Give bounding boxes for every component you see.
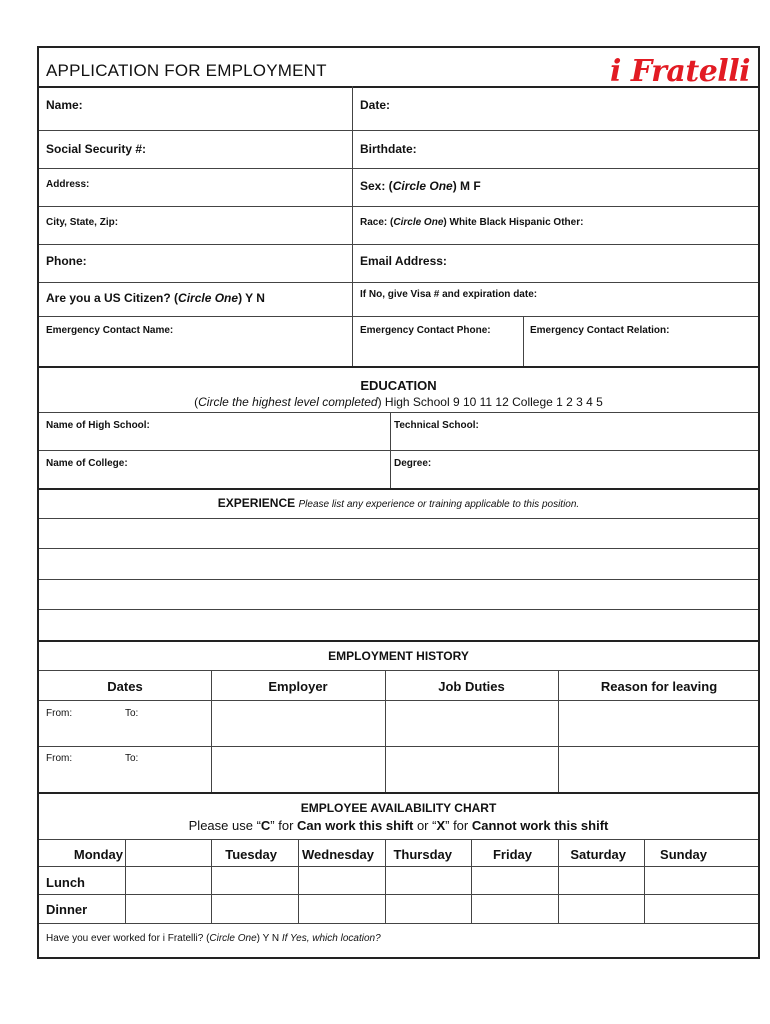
instr-text: or “ xyxy=(413,818,437,833)
application-form xyxy=(37,46,760,959)
shift-lunch: Lunch xyxy=(46,875,85,890)
lunch-monday-cell[interactable] xyxy=(127,868,209,892)
col-job-duties: Job Duties xyxy=(438,679,505,694)
instr-c: C xyxy=(260,818,271,833)
race-options: ) White Black Hispanic Other: xyxy=(443,217,584,228)
dinner-sunday-cell[interactable] xyxy=(646,896,758,921)
day-sunday: Sunday xyxy=(660,847,707,862)
emergency-phone-field[interactable] xyxy=(360,340,515,362)
worked-before-question[interactable] xyxy=(46,934,381,944)
address-label: Address: xyxy=(46,179,90,190)
phone-field[interactable] xyxy=(99,250,339,272)
job-duties-field-2[interactable] xyxy=(387,748,556,790)
education-levels[interactable]: ) High School 9 10 11 12 College 1 2 3 4 5 xyxy=(377,395,603,409)
emergency-name-label: Emergency Contact Name: xyxy=(46,325,174,336)
experience-line-3[interactable] xyxy=(43,581,755,607)
email-label: Email Address: xyxy=(360,254,447,268)
lunch-tuesday-cell[interactable] xyxy=(213,868,296,892)
date-field[interactable] xyxy=(409,94,739,116)
date-label: Date: xyxy=(360,98,391,112)
birthdate-label: Birthdate: xyxy=(360,142,417,156)
city-state-zip-label: City, State, Zip: xyxy=(46,217,119,228)
employer-field-1[interactable] xyxy=(213,702,383,744)
yn-options: ) Y N xyxy=(256,933,282,944)
race-field[interactable] xyxy=(360,218,583,228)
col-reason-leaving: Reason for leaving xyxy=(600,679,718,694)
sex-label: Sex: ( xyxy=(360,179,393,193)
name-label: Name: xyxy=(46,98,83,112)
emergency-name-field[interactable] xyxy=(46,340,341,362)
birthdate-field[interactable] xyxy=(439,138,739,160)
education-instruction xyxy=(39,396,758,408)
dinner-wednesday-cell[interactable] xyxy=(300,896,383,921)
from-label: From: xyxy=(46,753,73,764)
sex-field[interactable] xyxy=(360,180,481,192)
to-label: To: xyxy=(125,753,139,764)
col-employer: Employer xyxy=(268,679,328,694)
dinner-monday-cell[interactable] xyxy=(127,896,209,921)
experience-heading: EXPERIENCE xyxy=(217,496,296,510)
citizen-options: ) Y N xyxy=(238,291,265,305)
emergency-relation-label: Emergency Contact Relation: xyxy=(530,325,670,336)
college-field[interactable] xyxy=(134,454,379,476)
experience-line-1[interactable] xyxy=(43,520,755,546)
experience-header xyxy=(39,497,758,510)
citizen-label: Are you a US Citizen? ( xyxy=(46,291,179,305)
col-dates: Dates xyxy=(107,679,143,694)
circle-one-hint: Circle One xyxy=(393,217,444,228)
ssn-label: Social Security #: xyxy=(46,142,147,156)
instr-text: Please use “ xyxy=(188,818,261,833)
high-school-field[interactable] xyxy=(149,416,379,438)
question-text: Have you ever worked for i Fratelli? ( xyxy=(46,933,210,944)
lunch-saturday-cell[interactable] xyxy=(560,868,642,892)
instr-text: ” for xyxy=(445,818,472,833)
availability-instruction xyxy=(39,819,758,832)
day-tuesday: Tuesday xyxy=(225,847,277,862)
location-field[interactable] xyxy=(459,928,754,950)
employer-field-2[interactable] xyxy=(213,748,383,790)
day-saturday: Saturday xyxy=(570,847,626,862)
education-hint: Circle the highest level completed xyxy=(198,395,378,409)
address-field[interactable] xyxy=(99,174,339,196)
citizen-field[interactable] xyxy=(46,292,265,304)
employment-history-heading: EMPLOYMENT HISTORY xyxy=(328,649,469,663)
phone-label: Phone: xyxy=(46,254,87,268)
if-yes-location: If Yes, which location? xyxy=(281,933,381,944)
shift-dinner: Dinner xyxy=(46,902,88,917)
reason-field-1[interactable] xyxy=(560,702,758,744)
college-label: Name of College: xyxy=(46,458,128,469)
high-school-label: Name of High School: xyxy=(46,420,150,431)
circle-one-hint: Circle One xyxy=(209,933,257,944)
instr-text: ” for xyxy=(270,818,298,833)
instr-x: X xyxy=(436,818,446,833)
degree-field[interactable] xyxy=(439,454,749,476)
dinner-saturday-cell[interactable] xyxy=(560,896,642,921)
experience-line-4[interactable] xyxy=(43,611,755,637)
sex-options: ) M F xyxy=(452,179,481,193)
emergency-relation-field[interactable] xyxy=(530,340,750,362)
lunch-friday-cell[interactable] xyxy=(473,868,556,892)
name-field[interactable] xyxy=(109,94,339,116)
day-monday: Monday xyxy=(73,847,123,862)
instr-can: Can work this shift xyxy=(297,818,414,833)
to-label: To: xyxy=(125,708,139,719)
day-thursday: Thursday xyxy=(393,847,452,862)
technical-school-label: Technical School: xyxy=(394,420,479,431)
dinner-friday-cell[interactable] xyxy=(473,896,556,921)
ssn-field[interactable] xyxy=(159,138,339,160)
dinner-tuesday-cell[interactable] xyxy=(213,896,296,921)
reason-field-2[interactable] xyxy=(560,748,758,790)
circle-one-hint: Circle One xyxy=(392,179,453,193)
email-field[interactable] xyxy=(459,250,739,272)
circle-one-hint: Circle One xyxy=(178,291,239,305)
from-label: From: xyxy=(46,708,73,719)
paren-open: ( xyxy=(194,395,199,409)
lunch-sunday-cell[interactable] xyxy=(646,868,758,892)
technical-school-field[interactable] xyxy=(479,416,749,438)
page-title: APPLICATION FOR EMPLOYMENT xyxy=(46,61,327,80)
education-heading: EDUCATION xyxy=(360,378,437,393)
availability-heading: EMPLOYEE AVAILABILITY CHART xyxy=(300,801,497,815)
lunch-wednesday-cell[interactable] xyxy=(300,868,383,892)
job-duties-field-1[interactable] xyxy=(387,702,556,744)
dinner-thursday-cell[interactable] xyxy=(387,896,469,921)
degree-label: Degree: xyxy=(394,458,432,469)
experience-note: Please list any experience or training applicable to this position. xyxy=(298,499,580,510)
day-wednesday: Wednesday xyxy=(301,847,374,862)
brand-logo: i Fratelli xyxy=(610,54,750,89)
visa-label: If No, give Visa # and expiration date: xyxy=(360,289,538,300)
city-state-zip-field[interactable] xyxy=(134,212,339,234)
race-label: Race: ( xyxy=(360,217,394,228)
day-friday: Friday xyxy=(492,847,532,862)
experience-line-2[interactable] xyxy=(43,550,755,576)
emergency-phone-label: Emergency Contact Phone: xyxy=(360,325,491,336)
instr-cannot: Cannot work this shift xyxy=(471,818,609,833)
lunch-thursday-cell[interactable] xyxy=(387,868,469,892)
